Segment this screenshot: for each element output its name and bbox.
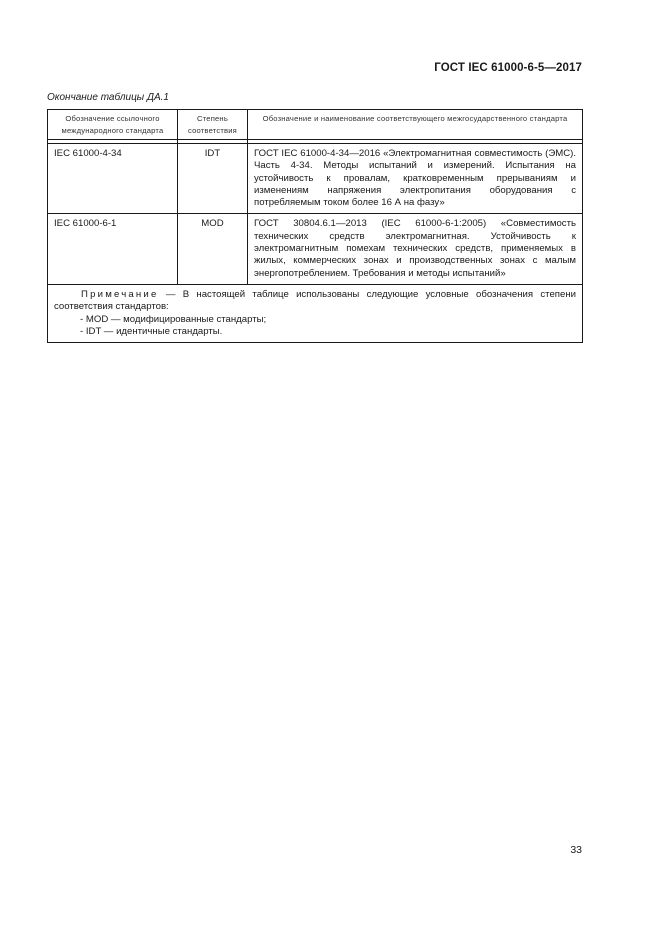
page-number: 33 [570,844,582,856]
table-note [48,284,583,342]
interstate-standard-cell: ГОСТ 30804.6.1—2013 (IEC 61000-6-1:2005) «Совместимость технических средств электромагнитная. Устойчивость к электромагнитным помехам технических средств, применяемых в жилых, коммерческих зонах и производственных зонах с малым энергопотреблением. Требования и методы испытаний» [248,214,583,284]
table-caption: Окончание таблицы ДА.1 [47,92,169,103]
note-text: — В настоящей таблице использованы следующие условные обозначения степени соответствия стандартов: [54,288,576,313]
table-row [48,214,583,284]
note-label: Примечание [81,288,159,300]
column-header-degree: Степень соответствия [178,110,248,140]
degree-cell: MOD [178,214,248,284]
column-header-reference: Обозначение ссылочного международного стандарта [48,110,178,140]
document-code: ГОСТ IEC 61000-6-5—2017 [434,62,582,74]
table-note-row [48,284,583,342]
correspondence-table [47,109,583,343]
column-header-name: Обозначение и наименование соответствующего межгосударственного стандарта [248,110,583,140]
reference-standard-cell: IEC 61000-4-34 [48,144,178,214]
degree-cell: IDT [178,144,248,214]
table-row [48,144,583,214]
note-item: - IDT — идентичные стандарты. [80,325,223,337]
interstate-standard-cell: ГОСТ IEC 61000-4-34—2016 «Электромагнитная совместимость (ЭМС). Часть 4-34. Методы испытаний и измерений. Испытания на устойчивость к провалам, кратковременным прерываниям и изменениям напряжения электропитания оборудования с потребляемым током более 16 А на фазу» [248,144,583,214]
table-header-row [48,110,583,140]
note-item: - MOD — модифицированные стандарты; [80,313,267,325]
reference-standard-cell: IEC 61000-6-1 [48,214,178,284]
